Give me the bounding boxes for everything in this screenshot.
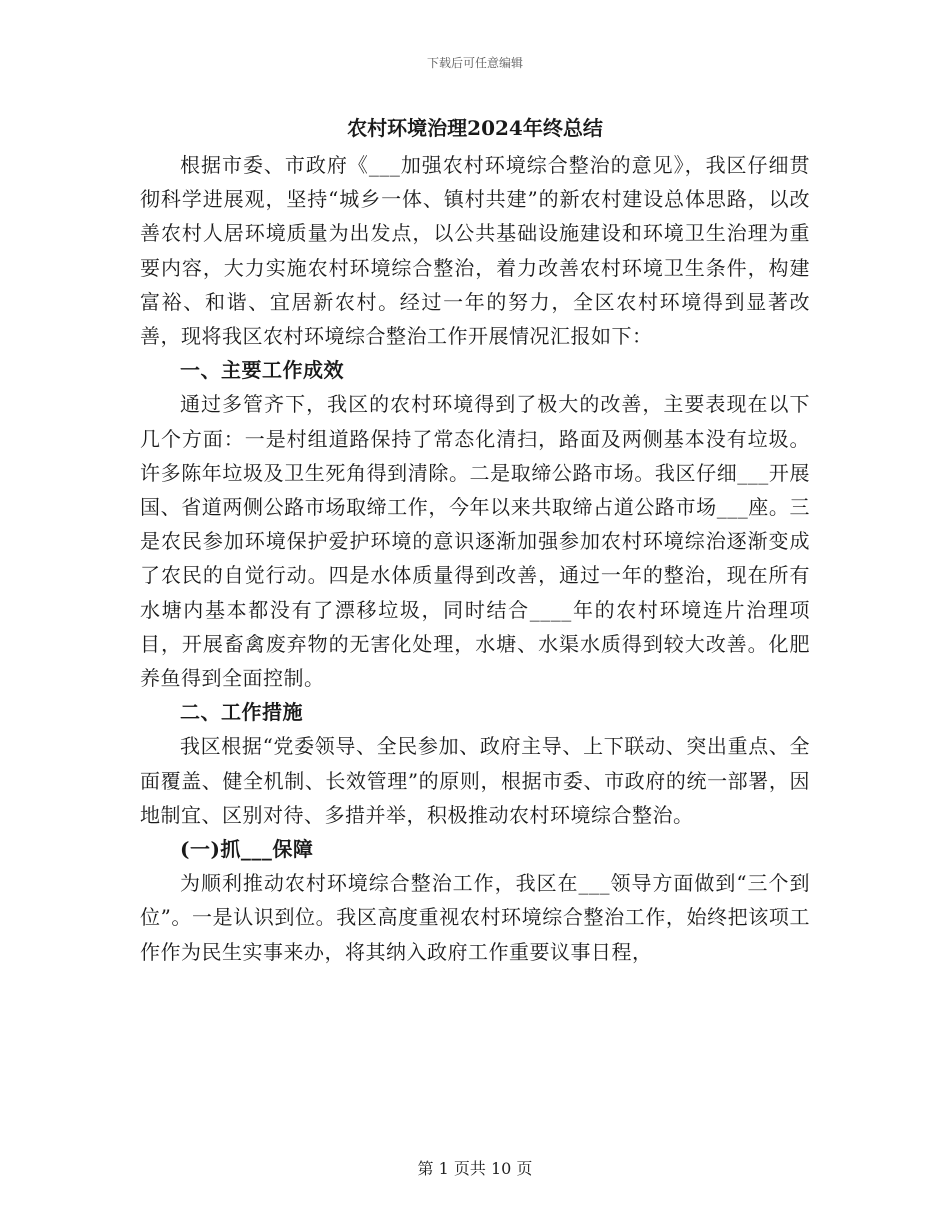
section-heading-measures: 二、工作措施 (180, 700, 303, 725)
section-heading-achievements: 一、主要工作成效 (180, 358, 344, 383)
subsection-heading-guarantee: (一)抓___保障 (180, 837, 314, 862)
intro-paragraph: 根据市委、市政府《___加强农村环境综合整治的意见》，我区仔细贯彻科学进展观，坚持“城乡一体、镇村共建”的新农村建设总体思路，以改善农村人居环境质量为出发点，以公共基础设施建设和环境卫生治理为重要内容，大力实施农村环境综合整治，着力改善农村环境卫生条件，构建富裕、和谐、宜居新农村。经过一年的努力，全区农村环境得到显著改善，现将我区农村环境综合整治工作开展情况汇报如下： (140, 153, 810, 349)
document-body (140, 108, 810, 969)
header-note: 下载后可任意编辑 (426, 56, 523, 70)
measures-paragraph: 我区根据“党委领导、全民参加、政府主导、上下联动、突出重点、全面覆盖、健全机制、长效管理”的原则，根据市委、市政府的统一部署，因地制宜、区别对待、多措并举，积极推动农村环境综合整治。 (140, 734, 810, 827)
page-number: 第 1 页共 10 页 (417, 1159, 533, 1178)
document-title: 农村环境治理2024年终总结 (347, 116, 603, 140)
guarantee-paragraph: 为顺利推动农村环境综合整治工作，我区在___领导方面做到“三个到位”。一是认识到位。我区高度重视农村环境综合整治工作，始终把该项工作作为民生实事来办，将其纳入政府工作重要议事日程， (140, 871, 810, 964)
achievements-paragraph: 通过多管齐下，我区的农村环境得到了极大的改善，主要表现在以下几个方面：一是村组道路保持了常态化清扫，路面及两侧基本没有垃圾。许多陈年垃圾及卫生死角得到清除。二是取缔公路市场。我区仔细___开展国、省道两侧公路市场取缔工作，今年以来共取缔占道公路市场___座。三是农民参加环境保护爱护环境的意识逐渐加强参加农村环境综治逐渐变成了农民的自觉行动。四是水体质量得到改善，通过一年的整治，现在所有水塘内基本都没有了漂移垃圾，同时结合____年的农村环境连片治理项目，开展畜禽废弃物的无害化处理，水塘、水渠水质得到较大改善。化肥养鱼得到全面控制。 (140, 392, 810, 691)
